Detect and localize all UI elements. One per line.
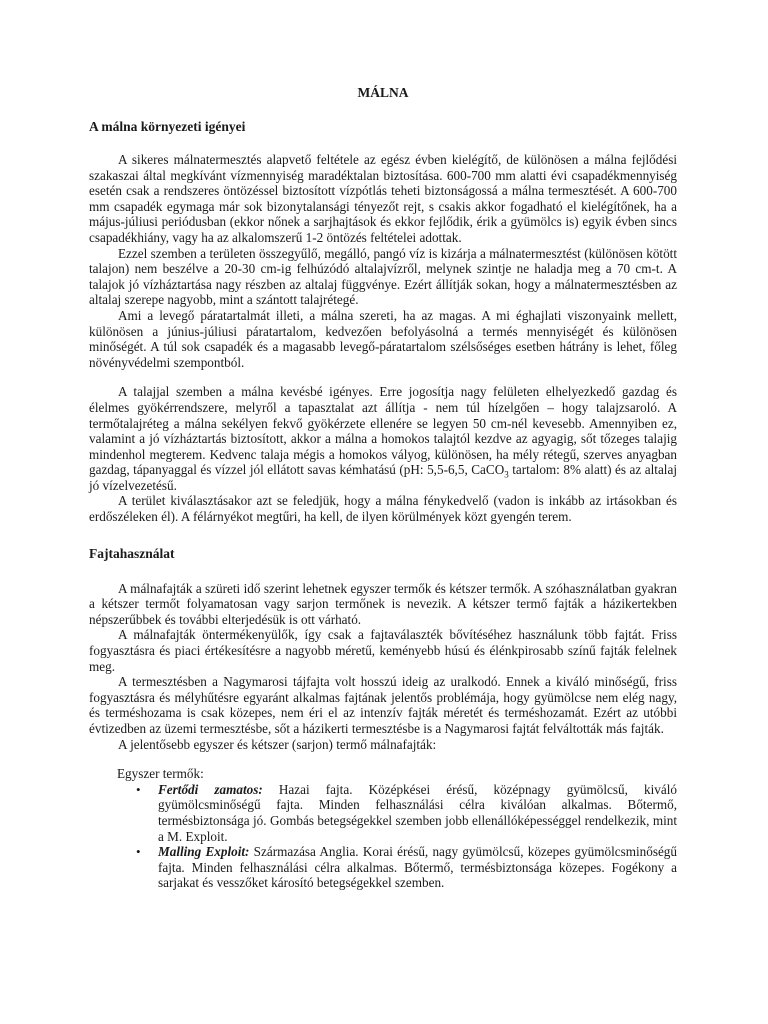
variety-description: Hazai fajta. Középkései érésű, középnagy gyümölcsű, kiváló gyümölcsminőségű fajta. Minden felhasználási célra kiválóan alkalmas. Bőtermő, termésbiztonsága jó. Gombás betegségekkel szemben jobb ellenállóképességgel rendelkezik, mint a M. Exploit.: [158, 781, 677, 844]
paragraph: A sikeres málnatermesztés alapvető feltétele az egész évben kielégítő, de különösen a málna fejlődési szakaszai által megkívánt vízmennyiség maradéktalan biztosítása. 600-700 mm alatti évi csapadékmennyiség esetén csak a rendszeres öntözéssel biztosított vízpótlás teheti biztonságossá a málna termesztését. A 600-700 mm csapadék egymaga már sok bizonytalansági tényezőt rejt, s csakis akkor fogadható el kielégítőnek, ha a május-júliusi periódusban (ekkor nőnek a sarjhajtások és ekkor fejlődik, érik a gyümölcs is) egyik évben sincs csapadékhiány, vagy ha az alkalomszerű 1-2 öntözés feltételei adottak.: [89, 152, 677, 245]
variety-name: Fertődi zamatos:: [158, 781, 263, 797]
list-item: [136, 844, 677, 891]
paragraph: Ami a levegő páratartalmát illeti, a málna szereti, ha az magas. A mi éghajlati viszonyaink mellett, különösen a június-júliusi páratartalom, kedvezően befolyásolná a termés mennyiségét és különösen minőségét. A túl sok csapadék és a magasabb levegő-páratartalom szélsőséges esetben hátrány is lehet, főleg növényvédelmi szempontból.: [89, 307, 677, 370]
bullet-icon: •: [136, 781, 141, 797]
variety-description: Származása Anglia. Korai érésű, nagy gyümölcsű, közepes gyümölcsminőségű fajta. Minden felhasználási célra alkalmas. Bőtermő, termésbiztonsága közepes. Fogékony a sarjakat és vesszőket károsító betegségekkel szemben.: [158, 844, 677, 891]
paragraph: A málnafajták öntermékenyülők, így csak a fajtaválaszték bővítéséhez használunk több fajtát. Friss fogyasztásra és piaci értékesítésre a nagyobb méretű, keményebb húsú és élénkpirosabb színű fajták felelnek meg.: [89, 627, 677, 674]
variety-name: Malling Exploit:: [158, 844, 250, 860]
bullet-icon: •: [136, 844, 141, 860]
paragraph: A jelentősebb egyszer és kétszer (sarjon) termő málnafajták:: [118, 736, 437, 752]
list-item: [136, 781, 677, 844]
paragraph: A málnafajták a szüreti idő szerint lehetnek egyszer termők és kétszer termők. A szóhasználatban gyakran a kétszer termőt folyamatosan vagy sarjon termőnek is nevezik. A kétszer termő fajták a házikertekben népszerűbbek és további elterjedésük is ott várható.: [89, 580, 677, 627]
list-intro: Egyszer termők:: [117, 766, 204, 782]
paragraph-text: tartalom: 8% alatt) és az altalaj jó vízelvezetésű.: [89, 462, 677, 493]
paragraph: Ezzel szemben a területen összegyűlő, megálló, pangó víz is kizárja a málnatermesztést (különösen kötött talajon) nem beszélve a 20-30 cm-ig felhúzódó altalajvízről, melynek szintje ne haladja meg a 70 cm-t. A talajok jó vízháztartása nagy részben az altalaj függvénye. Ezért állítják sokan, hogy a málnatermesztésben az altalaj szerepe nagyobb, mint a szántott talajrétegé.: [89, 245, 677, 308]
paragraph: [89, 384, 677, 493]
section-heading-environment: A málna környezeti igényei: [89, 119, 246, 134]
paragraph: A terület kiválasztásakor azt se feledjük, hogy a málna fénykedvelő (vadon is inkább az irtásokban és erdőszéleken él). A félárnyékot megtűri, ha kell, de ilyen körülmények közt gyengén terem.: [89, 493, 677, 525]
paragraph-text: A talajjal szemben a málna kevésbé igényes. Erre jogosítja nagy felületen elhelyezkedő gazdag és élelmes gyökérrendszere, melyről a tapasztalat azt állítja - nem túl hízelgően – hogy talajzsaroló. A termőtalajréteg a málna sekélyen fekvő gyökérzete ellenére se legyen 50 cm-nél kevesebb. Amennyiben ez, valamint a jó vízháztartás biztosított, akkor a málna a homokos talajtól kezdve az agyagig, sőt tőzeges talajig mindenhol megterem. Kedvenc talaja mégis a homokos vályog, különösen, ha mély rétegű, szerves anyagban gazdag, tápanyaggal és vízzel jól ellátott savas kémhatású (pH: 5,5-6,5, CaCO: [89, 384, 677, 478]
document-title: MÁLNA: [357, 85, 409, 100]
subscript: 3: [504, 469, 509, 480]
section-heading-varieties: Fajtahasználat: [89, 545, 175, 561]
paragraph: A termesztésben a Nagymarosi tájfajta volt hosszú ideig az uralkodó. Ennek a kiváló minőségű, friss fogyasztásra és mélyhűtésre egyaránt alkalmas fajtának jelentős problémája, hogy gyümölcse nem elég nagy, és terméshozama is csak közepes, nem éri el az intenzív fajták méretét és terméshozamát. Ezért az utóbbi évtizedben az üzemi termesztésbe, sőt a házikerti termesztésbe is a Nagymarosi fajtát felváltották más fajták.: [89, 674, 677, 736]
variety-list: [89, 782, 677, 891]
